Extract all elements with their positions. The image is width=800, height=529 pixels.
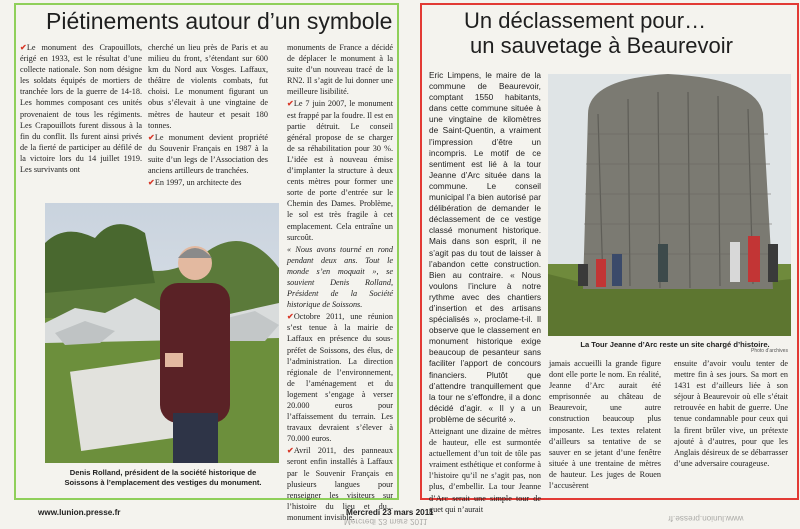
left-article-col1	[20, 42, 142, 202]
bullet-icon: ✔	[148, 178, 155, 188]
right-photo-caption: La Tour Jeanne d’Arc reste un site chargé d’histoire.	[580, 340, 770, 349]
paragraph: Atteignant une dizaine de mètres de hauteur, elle est surmontée actuellement d’un toit de tôle pas vraiment esthétique et conforme à l’histoire qu’il ne s’agit pas, non plus, d’embellir. La tour Jeanne d’Arc serait une simple tour de guet qui n’aurait	[429, 427, 541, 514]
paragraph: jamais accueilli la grande figure dont elle porte le nom. En réalité, Jeanne d’Arc aurait été emprisonnée au château de Beaurevoir, une autre construction beaucoup plus imposante. Les textes relatent d’ailleurs sa tentative de se sauver en se jetant d’une fenêtre située à une trentaine de mètres de hauteur. Les juges de Rouen l’accusèrent	[549, 359, 661, 491]
paragraph: Eric Limpens, le maire de la commune de Beaurevoir, comptant 1550 habitants, dans cette commune située à une vingtaine de kilomètres de Saint-Quentin, a vraiment l’impression d’être un incompris. Le motif de ce sentiment est lié à la tour Jeanne d’Arc située dans la commune. Le conseil municipal l’a bien autorisé par délibération de demander le déclassement de ce vestige classé monument historique. Mais dans son esprit, il ne s’agit pas du tout de laisser à l’abandon cette construction. Bien au contraire. « Nous voulons l’inclure à notre rythme avec des chantiers d’insertion et des artisans spécialisés », proclame-t-il. Il observe que le classement en monument historique exige beaucoup de pesanteur sans faciliter l’apport de concours financiers. Plutôt que d’attendre tranquillement que la tour ne s’effondre, il a donc décidé d’agir. « Il y a un problème de sécurité ».	[429, 70, 541, 424]
mirrored-date: Mercredi 23 mars 2011	[344, 517, 428, 526]
right-article-col1	[429, 70, 541, 514]
paragraph: En 1997, un architecte des	[154, 178, 242, 188]
photo-credit: Photo d’archives	[751, 348, 788, 354]
bullet-icon: ✔	[287, 312, 294, 322]
right-article-title-line2: un sauvetage à Beaurevoir	[470, 33, 733, 58]
quote: « Nous avons tourné en rond pendant deux ans. Tout le monde s’en moquait », se souvient Denis Rolland, Président de la Société historique de Soissons.	[287, 244, 393, 310]
paragraph: Octobre 2011, une réunion s’est tenue à la mairie de Laffaux en présence du sous-préfet de Soissons, des élus, de l’administration. La direction régionale de l’environnement, de l’aménagement et du logement s’engage à verser 20.000 euros pour l’affaissement du terrain. Les travaux devraient s’élever à 70.000 euros.	[287, 312, 393, 444]
mirrored-website: www.lunion.presse.fr	[668, 514, 744, 523]
right-article-title-line1: Un déclassement pour…	[464, 8, 707, 33]
right-article-col3	[674, 358, 788, 490]
paragraph: Le 7 juin 2007, le monument est frappé par la foudre. Il est en partie détruit. Le conseil général propose de se charger de sa réhabilitation pour 30 %. L’idée est à nouveau émise d’implanter la structure à deux cents mètres pour former une sorte de porte d’entrée sur le Chemin des Dames. Problème, le sol est très fragile à cet emplacement. Cela entraîne un surcoût.	[287, 99, 393, 242]
paragraph: monuments de France a décidé de déplacer le monument à la suite d’un nouveau tracé de la RN2. Il s’agit de lui donner une meilleure lisibilité.	[287, 43, 393, 97]
paragraph: ensuite d’avoir voulu tenter de mettre fin à ses jours. Sa mort en 1431 est d’ailleurs liée à son séjour à Beaurevoir où elle s’était retrouvée en habit de guerre. Une tenue condamnable pour ceux qui la firent brûler vive, un prétexte ajouté à d’autres, pour que les Anglais désireux de se débarrasser d’une adversaire courageuse.	[674, 359, 788, 468]
left-photo-caption: Denis Rolland, président de la société historique de Soissons à l’emplacement des vestiges du monument.	[64, 468, 262, 487]
bullet-icon: ✔	[287, 446, 294, 456]
denis-rolland-photo	[45, 203, 279, 463]
paragraph: cherché un lieu près de Paris et au milieu du front, s’étendant sur 600 km du Nord aux Vosges. Laffaux, théâtre de violents combats, fut choisi. Le monument figurant un obus s’élevait à une vingtaine de mètres de hauteur et pesait 180 tonnes.	[148, 43, 268, 130]
footer-website: www.lunion.presse.fr	[38, 508, 121, 517]
footer-date: Mercredi 23 mars 2011	[346, 508, 434, 517]
tour-jeanne-darc-photo	[548, 74, 791, 336]
left-article-col2	[148, 42, 268, 202]
paragraph: Avril 2011, des panneaux seront enfin installés à Laffaux par le Souvenir Français en plusieurs langues pour renseigner les visiteurs sur l’histoire du lieu et du... monument invisible.	[287, 446, 393, 522]
bullet-icon: ✔	[287, 99, 294, 109]
bullet-icon: ✔	[20, 43, 27, 52]
paragraph: Le monument des Crapouillots, érigé en 1933, est le résultat d’une collecte nationale. Son nom désigne les soldats équipés de mortiers de tranchée lors de la guerre de 14-18. Les hommes composant ces unités provenaient de tous les régiments. Les Crapouillots furent dissous à la fin du conflit. Ils furent ainsi privés de la fierté de participer au défilé de la victoire lors du 14 juillet 1919. Les survivants ont	[20, 43, 142, 175]
right-article-col2	[549, 358, 661, 490]
left-article-title: Piétinements autour d’un symbole	[46, 8, 393, 34]
bullet-icon: ✔	[148, 132, 155, 142]
paragraph: Le monument devient propriété du Souvenir Français en 1987 à la suite d’un legs de l’Association des anciens artilleurs de tranchées.	[148, 132, 268, 176]
